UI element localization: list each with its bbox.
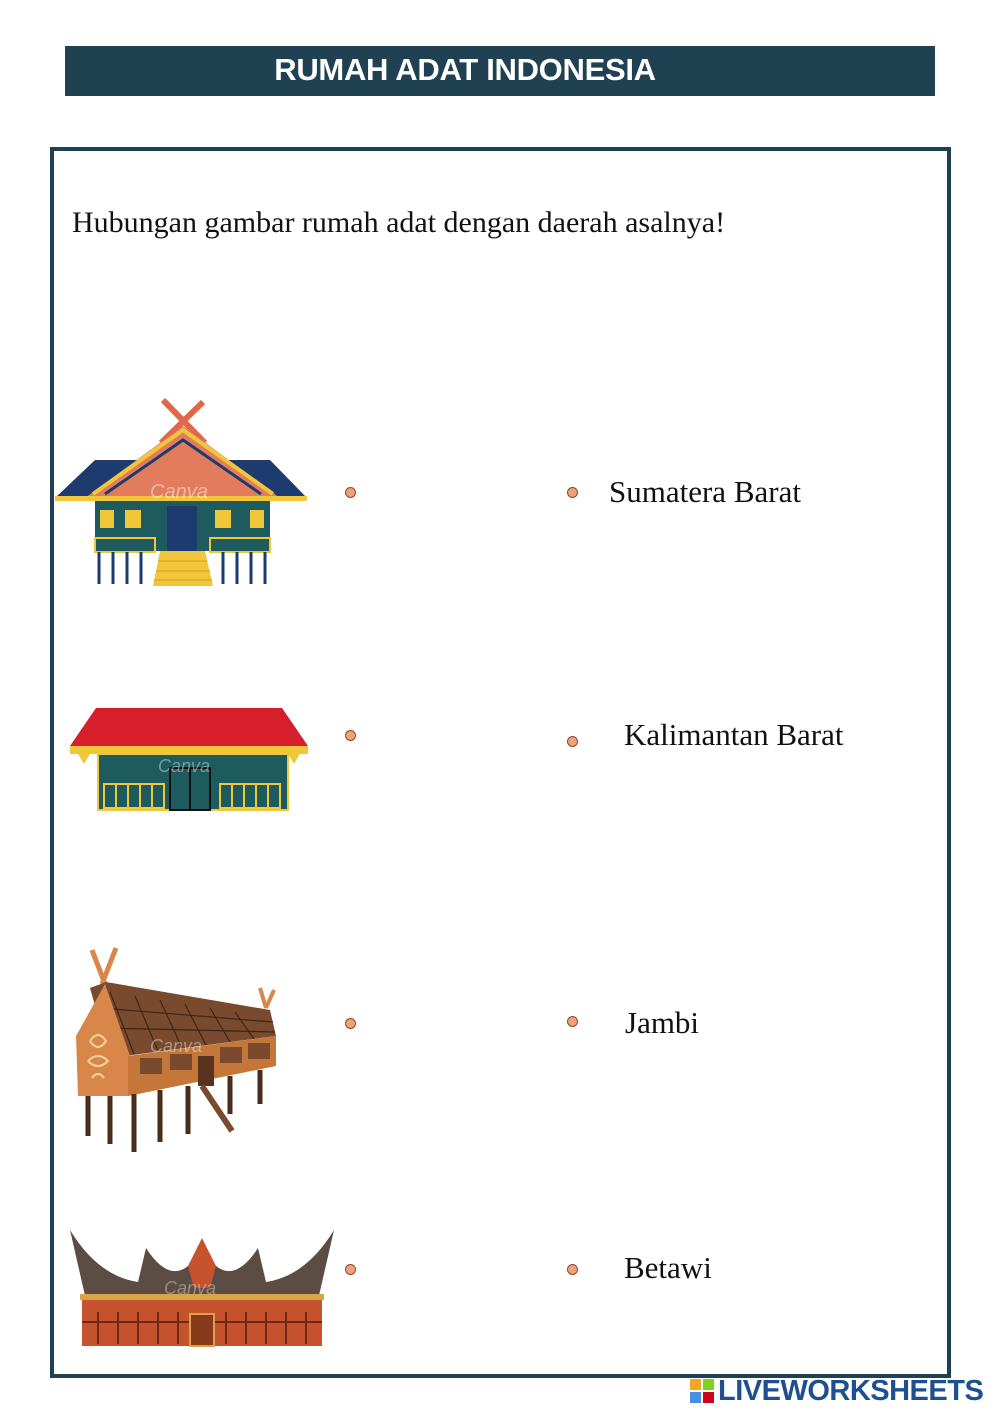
house-image-betawi xyxy=(68,706,310,812)
region-label-jambi: Jambi xyxy=(625,1005,700,1040)
watermark-text: Canva xyxy=(150,481,208,503)
watermark-text: Canva xyxy=(150,1036,203,1056)
match-dot-left-1[interactable] xyxy=(345,487,356,498)
match-dot-right-3[interactable] xyxy=(567,1016,578,1027)
decorative-dot xyxy=(50,1302,54,1306)
decorative-dot xyxy=(50,1190,54,1194)
instruction-text: Hubungan gambar rumah adat dengan daerah asalnya! xyxy=(72,206,726,239)
liveworksheets-logo-icon xyxy=(690,1379,714,1403)
decorative-dot xyxy=(50,1264,54,1268)
watermark-text: Canva xyxy=(164,1278,217,1298)
house-image-riau xyxy=(55,398,310,588)
page-title: RUMAH ADAT INDONESIA xyxy=(274,52,656,87)
watermark-text: Canva xyxy=(158,756,211,776)
decorative-dot xyxy=(50,1226,54,1230)
house-image-kalimantan xyxy=(70,946,280,1154)
match-dot-left-2[interactable] xyxy=(345,730,356,741)
match-dot-right-1[interactable] xyxy=(567,487,578,498)
title-bar xyxy=(65,46,935,96)
region-label-kalimantan-barat: Kalimantan Barat xyxy=(624,717,844,752)
house-image-rumah-gadang xyxy=(68,1226,336,1348)
brand-text: LIVEWORKSHEETS xyxy=(718,1374,984,1407)
match-dot-right-2[interactable] xyxy=(567,736,578,747)
region-label-betawi: Betawi xyxy=(624,1250,712,1285)
liveworksheets-brand[interactable] xyxy=(690,1376,983,1406)
decorative-dot xyxy=(50,1152,54,1156)
match-dot-right-4[interactable] xyxy=(567,1264,578,1275)
region-label-sumatera-barat: Sumatera Barat xyxy=(609,474,801,509)
match-dot-left-4[interactable] xyxy=(345,1264,356,1275)
match-dot-left-3[interactable] xyxy=(345,1018,356,1029)
